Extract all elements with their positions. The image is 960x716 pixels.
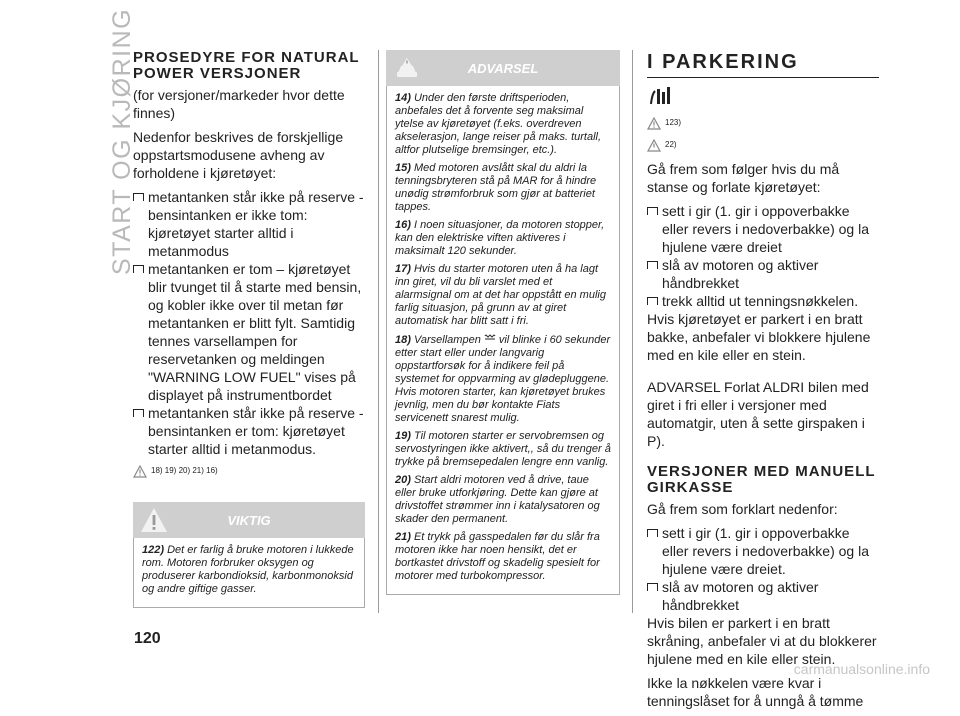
caution-note <box>395 430 611 469</box>
reference-list <box>647 136 879 154</box>
car-warning-icon <box>647 139 661 152</box>
note-text: Hvis du starter motoren uten å ha lagt inn giret, vil du bli varslet med et alarmsignal om at det har oppstått en mulig farlig situasjon, på grunn av at giret automatisk har blitt satt i fri. <box>395 263 606 327</box>
note-text: Med motoren avslått skal du aldri la tenningsbryteren stå på MAR for å hindre unødig strømforbruk som gjør at batteriet tappes. <box>395 162 597 213</box>
caution-note <box>395 531 611 583</box>
paragraph: Hvis bilen er parkert i en bratt skråning, anbefaler vi at du blokkerer hjulene med en kile eller stein. <box>647 615 877 667</box>
column-3 <box>647 50 879 716</box>
bullet-icon <box>133 409 144 417</box>
warning-box-header <box>133 502 365 538</box>
note-text: Et trykk på gasspedalen før du slår fra motoren ikke har noen hensikt, det er bortkastet drivstoff og skadelig spesielt for motorer med turbokompressor. <box>395 531 600 582</box>
paragraph: Ikke la nøkkelen være kvar i tenningslåset for å unngå å tømme <box>647 675 864 709</box>
note-text: Det er farlig å bruke motoren i lukkede rom. Motoren forbruker oksygen og produserer karbondioksid, karbonmonoksid og andre giftige gasser. <box>142 544 354 595</box>
note-number: 17) <box>395 263 411 275</box>
column-1 <box>133 50 365 608</box>
bullet-text: metantanken er tom – kjøretøyet blir tvunget til å starte med bensin, og kobler ikke over til metan før metantanken er blitt fylt. Samtidig tennes varsellampen for reservetanken og meldingen "WARNING LOW FUEL" vises på displayet på instrumentbordet <box>148 261 362 403</box>
warning-triangle-icon <box>133 465 147 478</box>
bullet-text: metantanken står ikke på reserve - bensintanken er tom: kjøretøyet starter alltid i metanmodus. <box>148 405 364 457</box>
reference-numbers: 18) 19) 20) 21) 16) <box>151 466 218 475</box>
bullet-text: sett i gir (1. gir i oppoverbakke eller revers i nedoverbakke) og la hjulene være dreiet. <box>662 525 869 577</box>
note-number: 21) <box>395 531 411 543</box>
note-number: 14) <box>395 92 411 104</box>
bullet-item <box>647 578 879 614</box>
warning-triangle-icon <box>647 117 661 130</box>
caution-box-header <box>386 50 620 86</box>
note-number: 20) <box>395 474 411 486</box>
reference-number: 123) <box>665 118 682 127</box>
page-number: 120 <box>134 630 161 647</box>
caution-note <box>395 92 611 157</box>
watermark: carmanualsonline.info <box>793 661 930 677</box>
glow-plug-icon <box>483 333 497 343</box>
bullet-text: slå av motoren og aktiver håndbrekket <box>662 257 819 291</box>
note-number: 19) <box>395 430 411 442</box>
bullet-item <box>647 292 879 310</box>
bullet-icon <box>647 261 658 269</box>
paragraph: Gå frem som forklart nedenfor: <box>647 501 838 517</box>
caution-note <box>395 219 611 258</box>
bullet-icon <box>133 265 144 273</box>
column-divider <box>632 50 633 613</box>
bullet-icon <box>647 207 658 215</box>
side-title-text: START OG KJØRING <box>108 7 136 275</box>
warning-box-title: VIKTIG <box>227 513 271 528</box>
parking-icon <box>649 86 673 106</box>
note-text: Under den første driftsperioden, anbefales det å forvente seg maksimal ytelse av kjøretøyet (f.eks. overdreven akselerasjon, lange reiser på maks. turtall, altfor plutselige bremsinger, etc.). <box>395 92 602 156</box>
section-heading: PROSEDYRE FOR NATURAL POWER VERSJONER <box>133 49 360 82</box>
bullet-item <box>133 404 365 458</box>
bullet-item <box>647 202 879 256</box>
caution-box-title: ADVARSEL <box>467 61 539 76</box>
bullet-icon <box>647 529 658 537</box>
section-side-title <box>60 7 136 310</box>
paragraph: ADVARSEL Forlat ALDRI bilen med giret i fri eller i versjoner med automatgir, uten å sette girspaken i P). <box>647 379 869 449</box>
bullet-item <box>133 188 365 260</box>
note-number: 18) <box>395 334 411 346</box>
bullet-icon <box>133 193 144 201</box>
bullet-text: metantanken står ikke på reserve - bensintanken er ikke tom: kjøretøyet starter alltid i metanmodus <box>148 189 364 259</box>
caution-note <box>395 162 611 214</box>
bullet-item <box>133 260 365 404</box>
paragraph: Gå frem som følger hvis du må stanse og forlate kjøretøyet: <box>647 161 840 195</box>
bullet-item <box>647 256 879 292</box>
note-text: Start aldri motoren ved å drive, taue eller bruke utforkjøring. Dette kan gjøre at drivstoffet strømmer inn i katalysatoren og skader den permanent. <box>395 474 600 525</box>
note-number: 16) <box>395 219 411 231</box>
caution-note <box>395 333 611 425</box>
section-heading: I PARKERING <box>647 50 879 78</box>
reference-list <box>647 114 879 132</box>
reference-number: 22) <box>665 140 677 149</box>
warning-box-body <box>133 538 365 608</box>
bullet-text: trekk alltid ut tenningsnøkkelen. <box>662 293 859 309</box>
note-text: Til motoren starter er servobremsen og servostyringen ikke aktivert,, så du trenger å trykke på bremsepedalen lengre enn vanlig. <box>395 430 611 468</box>
caution-note <box>395 474 611 526</box>
caution-note <box>395 263 611 328</box>
paragraph: (for versjoner/markeder hvor dette finnes) <box>133 87 345 121</box>
reference-list <box>133 462 365 480</box>
note-text: Varsellampen <box>413 334 481 346</box>
note-text: I noen situasjoner, da motoren stopper, kan den elektriske viften aktiveres i maksimalt 120 sekunder. <box>395 219 605 257</box>
column-2 <box>386 50 620 595</box>
bullet-icon <box>647 583 658 591</box>
bullet-text: slå av motoren og aktiver håndbrekket <box>662 579 819 613</box>
bullet-item <box>647 524 879 578</box>
caution-box-body <box>386 86 620 595</box>
paragraph: Nedenfor beskrives de forskjellige oppstartsmodusene avheng av forholdene i kjøretøyet: <box>133 129 344 181</box>
section-heading: VERSJONER MED MANUELL GIRKASSE <box>647 463 876 496</box>
column-divider <box>378 50 379 613</box>
note-number: 122) <box>142 544 165 556</box>
bullet-text: sett i gir (1. gir i oppoverbakke eller revers i nedoverbakke) og la hjulene være dreiet <box>662 203 869 255</box>
note-number: 15) <box>395 162 411 174</box>
note-text: vil blinke i 60 sekunder etter start eller under langvarig oppstartforsøk for å indikere feil på systemet for oppvarming av glødepluggene. Hvis motoren starter, kan kjøretøyet brukes jevnlig, men du bør kontakte Fiats servicenett snarest mulig. <box>395 334 611 424</box>
park-icon-row <box>649 86 879 110</box>
paragraph: Hvis kjøretøyet er parkert i en bratt bakke, anbefaler vi blokkere hjulene med en kile eller en stein. <box>647 311 871 363</box>
bullet-icon <box>647 297 658 305</box>
